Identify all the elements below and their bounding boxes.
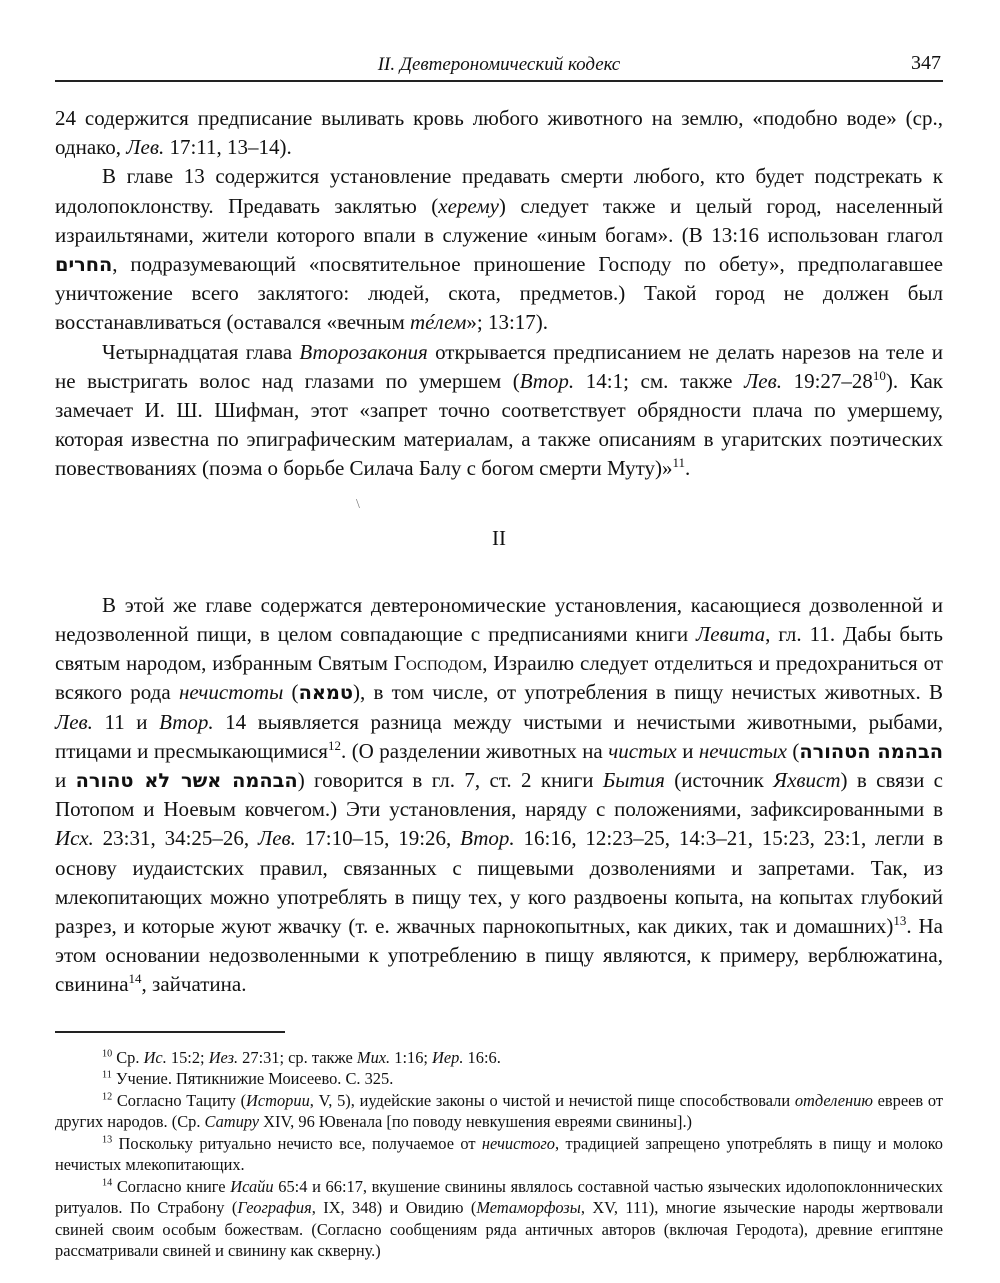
- footnote-ref-10[interactable]: 10: [872, 367, 886, 383]
- footnote-ref-11[interactable]: 11: [672, 455, 686, 471]
- hebrew-phrase: הבהמה אשר לא טהורה: [75, 769, 298, 793]
- footnotes: [55, 1047, 943, 1262]
- page: [55, 50, 943, 1262]
- scan-speck: \: [356, 497, 360, 512]
- running-title: II. Девтерономический кодекс: [377, 54, 621, 75]
- paragraph-3: Четырнадцатая глава Второзакония открывается предписанием не делать нарезов на теле и не выстригать волос над глазами по умершем (Втор. 14:1; см. также Лев. $19:27-28^{10}$). Как замечает И. Ш. Шифман, этот «запрет точно соответствует обрядности плача по умершему, которая известна по эпиграфическим материалам, а также описаниям в угаритских поэтических повествованиях (поэма о борьбе Силача Балу с богом смерти Муту)»$^{11}$.: [55, 339, 943, 481]
- footnote-12: $^{12}$ Согласно Тациту (Истории, V, 5), иудейские законы о чистой и нечистой пище способствовали отделению евреев от других народов. (Ср. Сатиру XIV, 96 Ювенала [по поводу невкушения евреями свинины].): [55, 1090, 943, 1132]
- footnote-ref-14[interactable]: 14: [128, 971, 142, 987]
- paragraph-4: В этой же главе содержатся девтерономические установления, касающиеся дозволенной и недозволенной пищи, в целом совпадающие с предписаниями книги Левита, гл. 11. Дабы быть святым народом, избранным Святым Господом, Израилю следует отделиться и предохраниться от всякого рода нечистоты (טמאה), в том числе, от употребления в пищу нечистых животных. В Лев. 11 и Втор. 14 выявляется разница между чистыми и нечистыми животными, рыбами, птицами и пресмыкающимися$^{12}$. (О разделении животных на чистых и нечистых (הבהמה הטהורה и הבהמה אשר לא טהורה) говорится в гл. 7, ст. 2 книги Бытия (источник Яхвист) в связи с Потопом и Ноевым ковчегом.) Эти установления, наряду с положениями, зафиксированными в Исх. 23:31, 34:25–26, Лев. 17:10–15, 19:26, Втор. 16:16, 12:23–25, 14:3–21, 15:23, 23:1, легли в основу иудаистских правил, связанных с пищевыми дозволениями и запретами. Так, из млекопитающих можно употреблять в пищу тех, у кого раздвоены копыта, на копытах глубокий разрез, и которые жуют жвачку (т. е. жвачных парнокопытных, как диких, так и домашних)$^{13}$. На этом основании недозволенными к употреблению в пищу являются, к примеру, верблюжатина, свинина$^{14}$, зайчатина.: [55, 592, 943, 997]
- paragraph-1: 24 содержится предписание выливать кровь любого животного на землю, «подобно воде» (ср., однако, Лев. 17:11, 13–14).: [55, 106, 943, 160]
- running-header: [55, 50, 943, 82]
- section-heading: II: [492, 525, 506, 550]
- footnote-13: $^{13}$ Поскольку ритуально нечисто все, получаемое от нечистого, традицией запрещено употреблять в пищу и молоко нечистых млекопитающих.: [55, 1133, 943, 1175]
- footnote-10: $^{10}$ Ср. Ис. 15:2; Иез. 27:31; ср. также Мих. 1:16; Иер. 16:6.: [102, 1047, 501, 1067]
- footnote-ref-12[interactable]: 12: [327, 737, 341, 753]
- footnote-ref-13[interactable]: 13: [893, 913, 907, 929]
- main-text: [55, 104, 943, 1000]
- footnote-divider: [55, 1031, 285, 1033]
- hebrew-word: טמאה: [298, 681, 353, 705]
- hebrew-word: החרים: [55, 253, 113, 277]
- footnote-14: $^{14}$ Согласно книге Исайи 65:4 и 66:17, вкушение свинины являлось составной частью языческих идолопоклоннических ритуалов. По Страбону (География, IX, 348) и Овидию (Метаморфозы, XV, 111), многие языческие народы жертвовали свиней своим особым божествам. (Согласно сообщениям ряда античных авторов (включая Геродота), древние египтяне рассматривали свиней и свинину как скверну.): [55, 1176, 944, 1261]
- paragraph-2: В главе 13 содержится установление предавать смерти любого, кто будет подстрекать к идолопоклонству. Предавать заклятью (херему) следует также и целый город, населенный израильтянами, жители которого впали в служение «иным богам». (В 13:16 использован глагол החרים, подразумевающий «посвятительное приношение Господу по обету», предполагавшее уничтожение всего заклятого: людей, скота, предметов.) Такой город не должен был восстанавливаться (оставался «вечным тéлем»; 13:17).: [55, 164, 943, 335]
- hebrew-phrase: הבהמה הטהורה: [799, 739, 943, 763]
- footnote-11: $^{11}$ Учение. Пятикнижие Моисеево. С. 325.: [102, 1069, 394, 1089]
- page-number: 347: [911, 52, 941, 74]
